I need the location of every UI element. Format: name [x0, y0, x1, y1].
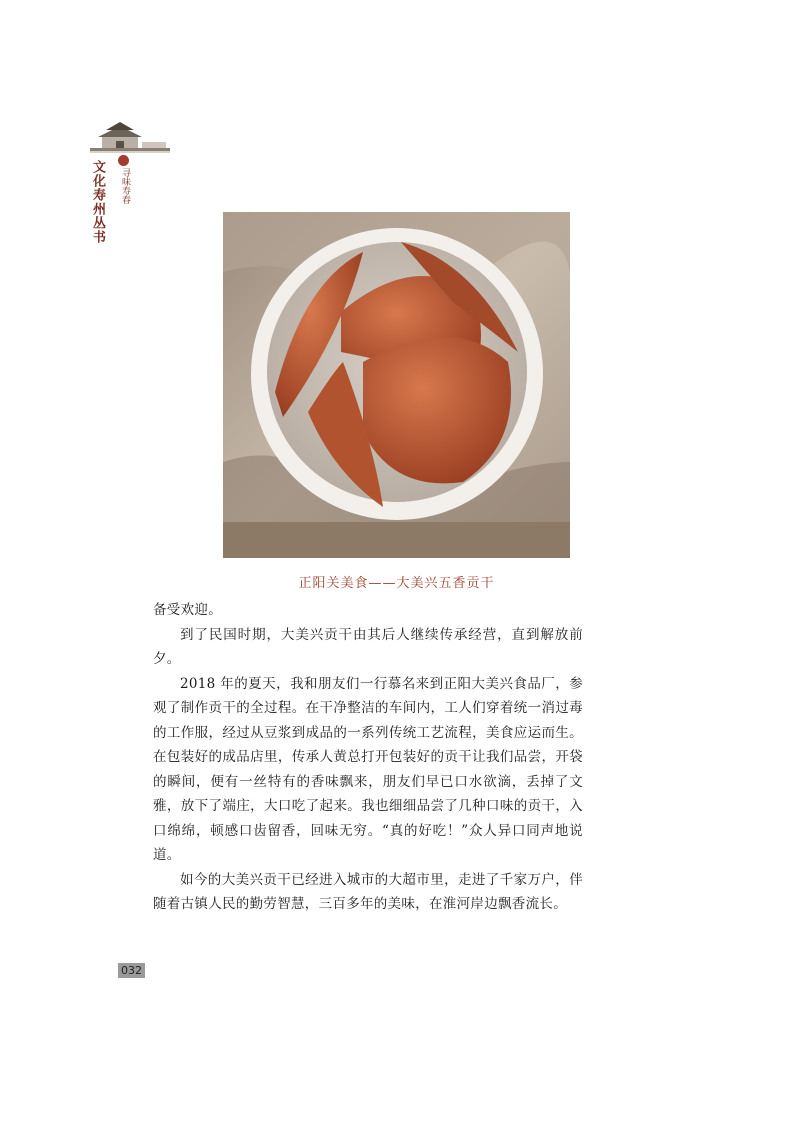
series-title: 文化寿州丛书 — [90, 160, 105, 244]
paragraph: 备受欢迎。 — [153, 602, 222, 618]
seal-mark — [118, 155, 129, 166]
paragraph: 到了民国时期，大美兴贡干由其后人继续传承经营，直到解放前夕。 — [153, 626, 583, 667]
body-text — [153, 598, 583, 917]
figure-caption: 正阳关美食——大美兴五香贡干 — [298, 576, 495, 591]
city-gate-illustration — [90, 120, 170, 160]
food-photo — [223, 212, 570, 558]
paragraph: 2018 年的夏天，我和朋友们一行慕名来到正阳大美兴食品厂，参观了制作贡干的全过程。在干净整洁的车间内，工人们穿着统一消过毒的工作服，经过从豆浆到成品的一系列传统工艺流程，美食应运而生。在包装好的成品店里，传承人黄总打开包装好的贡干让我们品尝，开袋的瞬间，便有一丝特有的香味飘来，朋友们早已口水欲滴，丢掉了文雅，放下了端庄，大口吃了起来。我也细细品尝了几种口味的贡干，入口绵绵，顿感口齿留香，回味无穷。“真的好吃！”众人异口同声地说道。 — [153, 675, 583, 863]
dried-tofu-bowl-image — [223, 212, 570, 558]
page-number: 032 — [118, 963, 145, 978]
series-subtitle: 寻味寿春 — [120, 168, 130, 204]
paragraph: 如今的大美兴贡干已经进入城市的大超市里，走进了千家万户，伴随着古镇人民的勤劳智慧，三百多年的美味，在淮河岸边飘香流长。 — [153, 871, 583, 912]
